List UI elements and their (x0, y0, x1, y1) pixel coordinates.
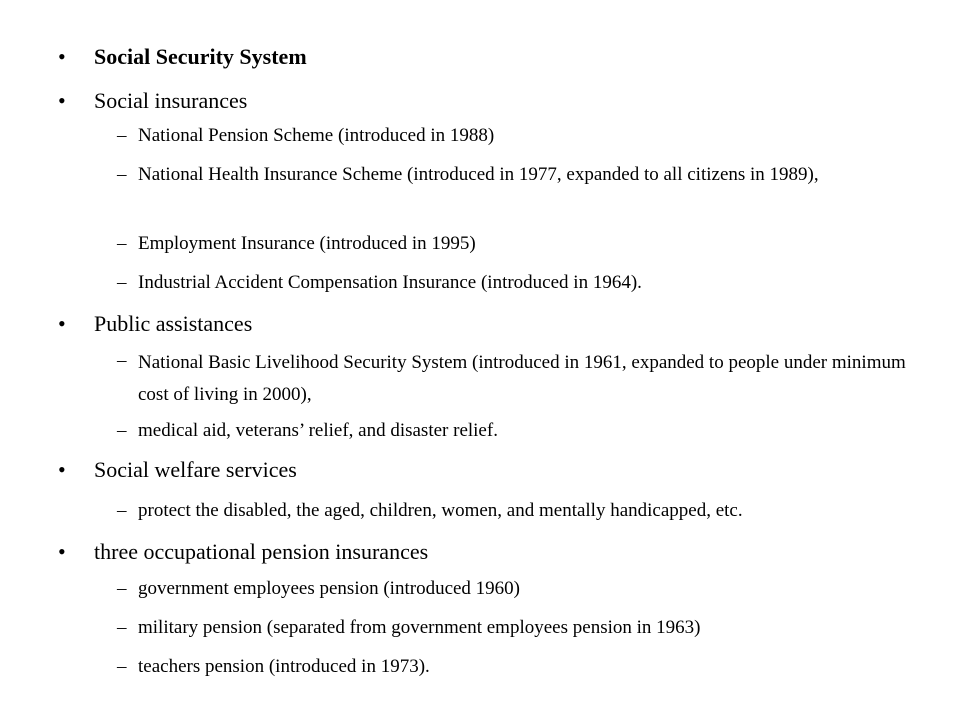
bullet-text: Social Security System (94, 44, 307, 69)
sub-item-text: teachers pension (introduced in 1973). (138, 656, 430, 677)
bullet-marker: • (58, 539, 66, 564)
sub-item-text: Employment Insurance (introduced in 1995) (138, 233, 476, 254)
bullet-marker: • (58, 457, 66, 482)
sub-item-text: National Health Insurance Scheme (introduced in 1977, expanded to all citizens in 1989), (138, 164, 819, 185)
bullet-text: Public assistances (94, 311, 253, 336)
sub-item-text: military pension (separated from government employees pension in 1963) (138, 617, 701, 638)
dash-marker: – (117, 617, 127, 638)
sub-item-text: government employees pension (introduced 1960) (138, 578, 521, 599)
sub-item-text: protect the disabled, the aged, children, women, and mentally handicapped, etc. (138, 500, 743, 521)
dash-marker: – (117, 656, 127, 677)
bullet-marker: • (58, 88, 66, 113)
sub-item-text: Industrial Accident Compensation Insurance (introduced in 1964). (138, 272, 642, 293)
dash-marker: – (117, 164, 127, 185)
dash-marker: – (117, 125, 127, 146)
dash-marker: – (117, 500, 127, 521)
bullet-text: Social insurances (94, 88, 248, 113)
dash-marker: – (117, 420, 127, 441)
bullet-marker: • (58, 44, 66, 69)
sub-item-text: National Basic Livelihood Security System (introduced in 1961, expanded to people under minimum cost of living in 2000), (138, 352, 906, 405)
bullet-text: three occupational pension insurances (94, 539, 429, 564)
bullet-marker: • (58, 311, 66, 336)
dash-marker: – (117, 578, 127, 599)
dash-marker: – (117, 350, 127, 371)
sub-item-text: National Pension Scheme (introduced in 1988) (138, 125, 495, 146)
dash-marker: – (117, 233, 127, 254)
bullet-text: Social welfare services (94, 457, 297, 482)
dash-marker: – (117, 272, 127, 293)
sub-item-text: medical aid, veterans’ relief, and disaster relief. (138, 420, 498, 441)
